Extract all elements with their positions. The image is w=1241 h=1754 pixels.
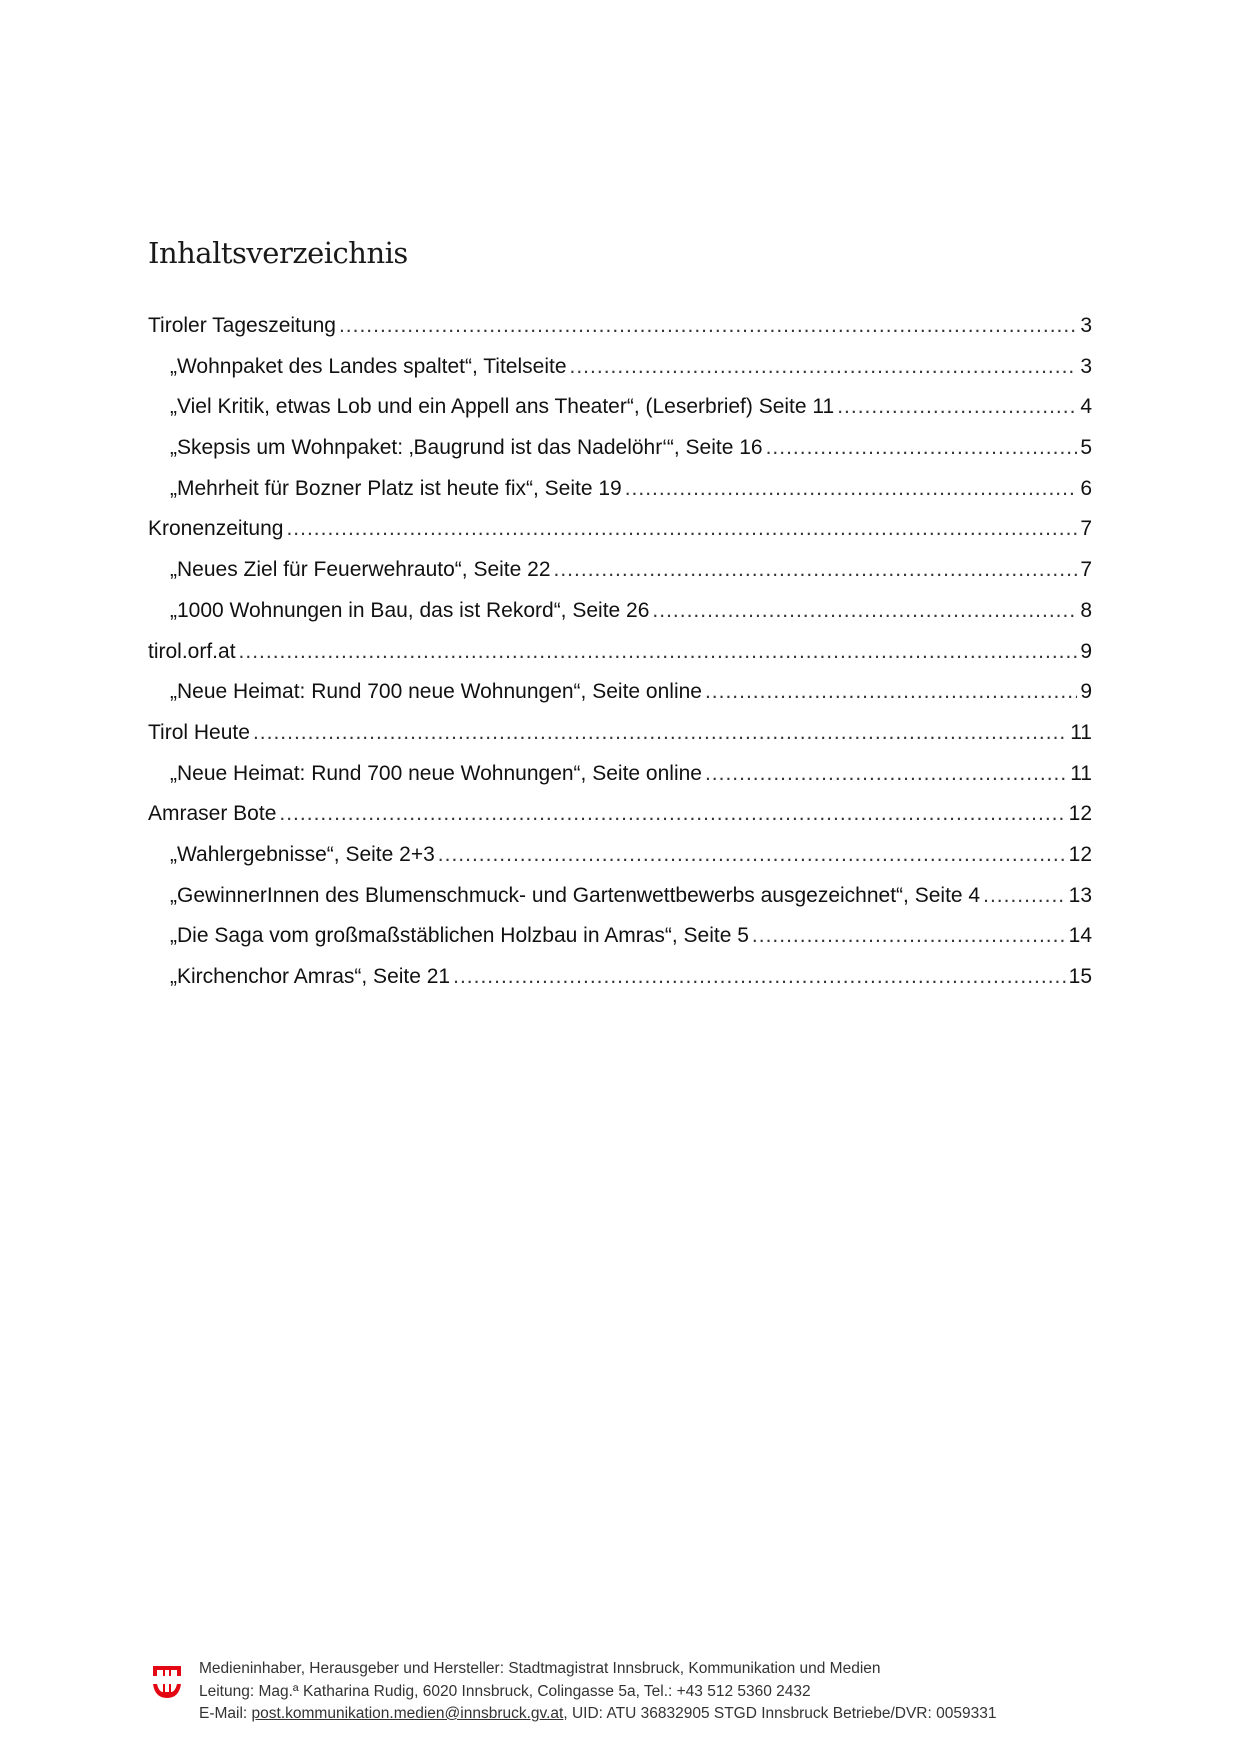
dot-leader: [705, 672, 1077, 713]
toc-article-entry[interactable]: [148, 591, 1092, 632]
dot-leader: [705, 754, 1067, 795]
toc-page-number: 6: [1080, 476, 1092, 500]
toc-article-entry[interactable]: [148, 916, 1092, 957]
toc-entry-title: „Neues Ziel für Feuerwehrauto“, Seite 22: [170, 558, 551, 582]
toc-article-entry[interactable]: [148, 469, 1092, 510]
dot-leader: [752, 916, 1066, 957]
innsbruck-logo-icon: [151, 1662, 183, 1700]
toc-entry-title: „Viel Kritik, etwas Lob und ein Appell ans Theater“, (Leserbrief) Seite 11: [170, 395, 835, 419]
dot-leader: [554, 550, 1078, 591]
toc-page-number: 7: [1080, 517, 1092, 541]
page-title: Inhaltsverzeichnis: [148, 236, 408, 270]
toc-page-number: 11: [1070, 720, 1092, 744]
toc-page-number: 3: [1080, 314, 1092, 337]
toc-article-entry[interactable]: [148, 754, 1092, 795]
toc-page-number: 13: [1068, 883, 1092, 907]
toc-entry-title: Tirol Heute: [148, 720, 250, 744]
dot-leader: [570, 347, 1078, 388]
dot-leader: [652, 591, 1077, 632]
toc-entry-title: „Die Saga vom großmaßstäblichen Holzbau in Amras“, Seite 5: [170, 924, 749, 948]
toc-entry-title: „Mehrheit für Bozner Platz ist heute fix“, Seite 19: [170, 476, 622, 500]
toc-page-number: 7: [1080, 558, 1092, 582]
email-link[interactable]: post.kommunikation.medien@innsbruck.gv.at: [251, 1705, 564, 1722]
toc-entry-title: „Neue Heimat: Rund 700 neue Wohnungen“, Seite online: [170, 680, 702, 704]
toc-page-number: 15: [1068, 965, 1092, 988]
toc-page-number: 12: [1068, 802, 1092, 826]
toc-article-entry[interactable]: [148, 835, 1092, 876]
toc-article-entry[interactable]: [148, 672, 1092, 713]
dot-leader: [983, 876, 1066, 917]
toc-article-entry[interactable]: [148, 957, 1092, 998]
toc-section-entry[interactable]: [148, 306, 1092, 347]
toc-article-entry[interactable]: [148, 876, 1092, 917]
toc-page-number: 5: [1080, 436, 1092, 460]
toc-page-number: 4: [1080, 395, 1092, 419]
toc-section-entry[interactable]: [148, 509, 1092, 550]
footer-email-label: E-Mail:: [199, 1705, 252, 1722]
dot-leader: [286, 509, 1077, 550]
toc-page-number: 9: [1080, 680, 1092, 704]
toc-entry-title: Amraser Bote: [148, 802, 277, 826]
footer-publisher: Medieninhaber, Herausgeber und Hersteller: Stadtmagistrat Innsbruck, Kommunikation und Medien: [199, 1660, 881, 1677]
dot-leader: [438, 835, 1066, 876]
dot-leader: [766, 428, 1078, 469]
toc-page-number: 11: [1070, 761, 1092, 785]
toc-page-number: 8: [1080, 598, 1092, 622]
toc-section-entry[interactable]: [148, 794, 1092, 835]
toc-article-entry[interactable]: [148, 347, 1092, 388]
toc-page-number: 14: [1068, 924, 1092, 948]
toc-entry-title: „Wahlergebnisse“, Seite 2+3: [170, 842, 435, 866]
toc-page-number: 9: [1080, 639, 1092, 663]
toc-entry-title: tirol.orf.at: [148, 639, 236, 663]
toc-entry-title: Kronenzeitung: [148, 517, 284, 541]
dot-leader: [253, 713, 1067, 754]
toc-entry-title: „Wohnpaket des Landes spaltet“, Titelseite: [170, 354, 567, 378]
dot-leader: [279, 794, 1065, 835]
toc-section-entry[interactable]: [148, 632, 1092, 673]
dot-leader: [837, 387, 1077, 428]
dot-leader: [239, 632, 1078, 673]
footer-contact: [199, 1703, 996, 1726]
toc-article-entry[interactable]: [148, 387, 1092, 428]
toc-entry-title: „Skepsis um Wohnpaket: ‚Baugrund ist das Nadelöhr‘“, Seite 16: [170, 436, 763, 460]
table-of-contents: [148, 306, 1092, 998]
toc-entry-title: „Kirchenchor Amras“, Seite 21: [170, 965, 451, 988]
toc-entry-title: „GewinnerInnen des Blumenschmuck- und Gartenwettbewerbs ausgezeichnet“, Seite 4: [170, 883, 981, 907]
toc-page-number: 12: [1068, 842, 1092, 866]
toc-section-entry[interactable]: [148, 713, 1092, 754]
dot-leader: [453, 957, 1066, 998]
dot-leader: [625, 469, 1078, 510]
toc-article-entry[interactable]: [148, 550, 1092, 591]
toc-page-number: 3: [1080, 354, 1092, 378]
toc-article-entry[interactable]: [148, 428, 1092, 469]
dot-leader: [339, 306, 1077, 347]
footer-uid: , UID: ATU 36832905 STGD Innsbruck Betriebe/DVR: 0059331: [563, 1705, 997, 1722]
footer-management: Leitung: Mag.ª Katharina Rudig, 6020 Innsbruck, Colingasse 5a, Tel.: +43 512 5360 2432: [199, 1682, 811, 1700]
toc-entry-title: „1000 Wohnungen in Bau, das ist Rekord“, Seite 26: [170, 598, 650, 622]
toc-entry-title: Tiroler Tageszeitung: [148, 314, 336, 337]
toc-entry-title: „Neue Heimat: Rund 700 neue Wohnungen“, Seite online: [170, 761, 702, 785]
